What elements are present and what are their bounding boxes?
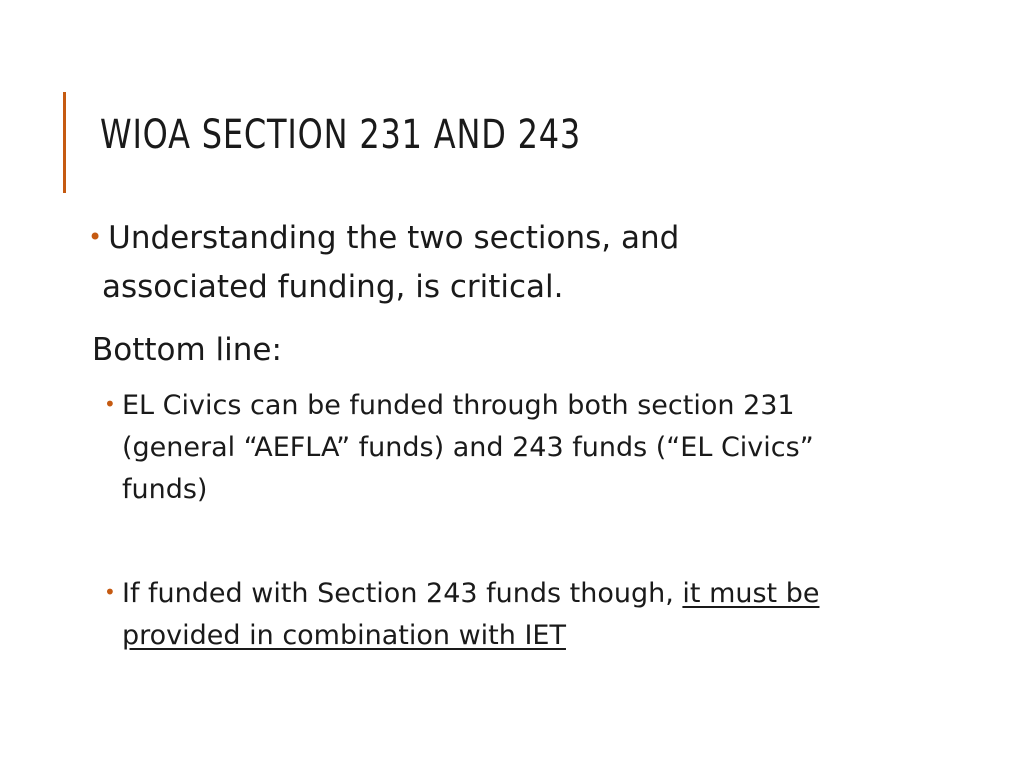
main-bullet xyxy=(88,215,808,311)
sub-bullet-1-text: EL Civics can be funded through both section 231 (general “AEFLA” funds) and 243 funds (“EL Civics” funds) xyxy=(122,390,814,505)
title-accent-bar xyxy=(63,92,66,193)
bottom-line-label: Bottom line: xyxy=(92,332,282,368)
bullet-icon: • xyxy=(104,392,116,416)
sub-bullet-2-plain: If funded with Section 243 funds though, xyxy=(122,578,683,609)
sub-bullet-2-emphasis: it must be provided in combination with IET xyxy=(122,578,820,651)
bullet-icon: • xyxy=(88,223,103,251)
main-bullet-line2: associated funding, is critical. xyxy=(102,269,564,305)
sub-bullet-1 xyxy=(104,385,904,511)
bullet-icon: • xyxy=(104,580,116,604)
sub-bullet-2-text xyxy=(104,573,904,657)
main-bullet-line1: Understanding the two sections, and xyxy=(108,220,680,256)
slide-title: WIOA SECTION 231 AND 243 xyxy=(100,112,582,158)
sub-bullet-2 xyxy=(104,573,904,657)
